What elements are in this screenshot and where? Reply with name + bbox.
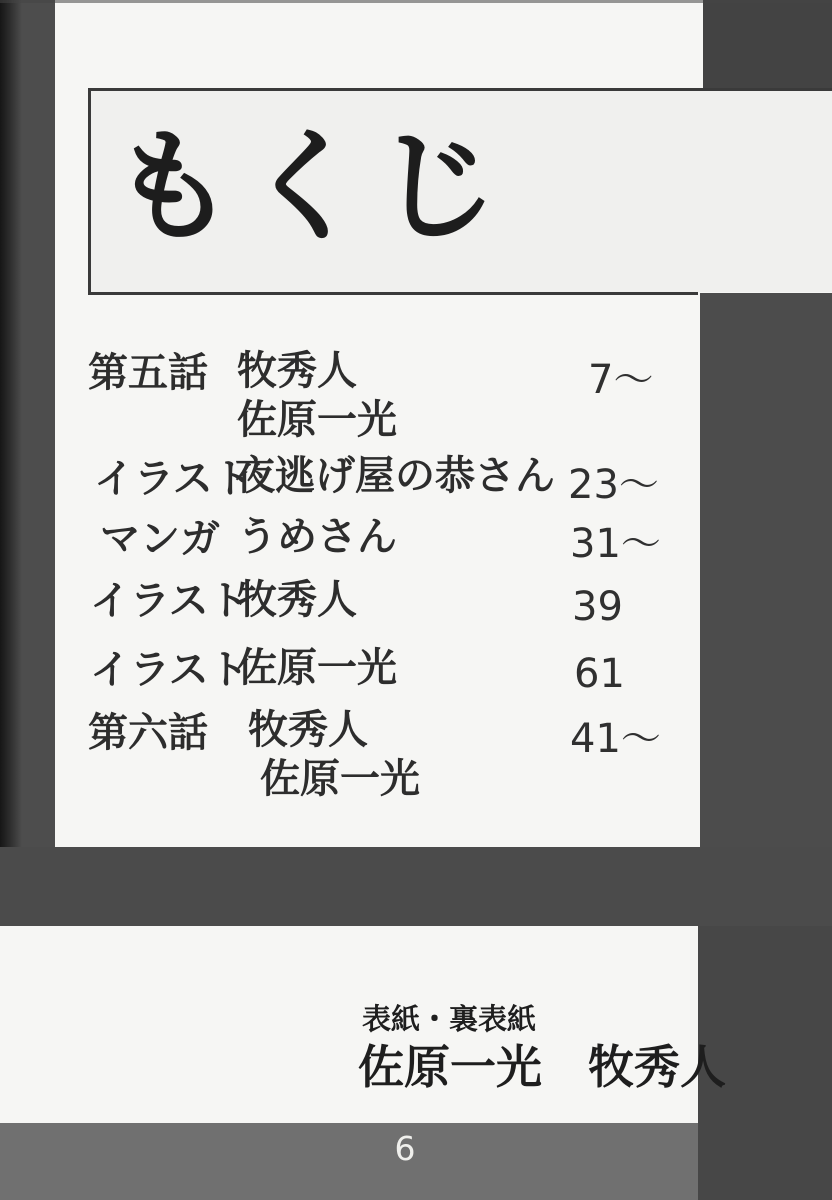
title-box-border-left [88,88,91,295]
toc-row-page: 23〜 [568,462,659,508]
toc-row-page: 7〜 [588,357,654,403]
toc-row-label: イラスト [90,647,249,693]
left-dark-band [0,0,55,926]
toc-row-title: うめさん [237,514,397,560]
toc-row-label: マンガ [100,516,220,562]
toc-row-title: 牧秀人 [248,707,368,753]
toc-row-page: 39 [572,584,623,630]
title-box-border-bottom [88,292,698,295]
top-right-dark-block [703,0,832,91]
toc-row-label: イラスト [94,456,253,502]
toc-row-label: 第五話 [88,350,208,396]
page-title: もくじ [112,116,508,258]
page-number: 6 [394,1129,416,1168]
toc-row-title2: 佐原一光 [260,756,420,802]
toc-row-title: 牧秀人 [237,348,357,394]
credits-heading: 表紙・裏表紙 [362,1002,537,1036]
toc-row-title: 牧秀人 [237,577,357,623]
toc-row-label: 第六話 [88,710,208,756]
title-box-border-top [88,88,832,91]
toc-row-page: 41〜 [570,716,661,762]
toc-row-title: 夜逃げ屋の恭さん [235,453,555,499]
credits-names: 佐原一光 牧秀人 [358,1040,726,1094]
toc-row-title2: 佐原一光 [237,397,397,443]
toc-row-label: イラスト [90,578,249,624]
bottom-gray-strip [0,1123,698,1200]
toc-row-title: 佐原一光 [237,645,397,691]
top-edge-line [0,0,832,3]
toc-row-page: 31〜 [570,521,661,567]
toc-row-page: 61 [574,651,625,697]
right-dark-band [700,293,832,926]
middle-dark-band [0,847,832,926]
